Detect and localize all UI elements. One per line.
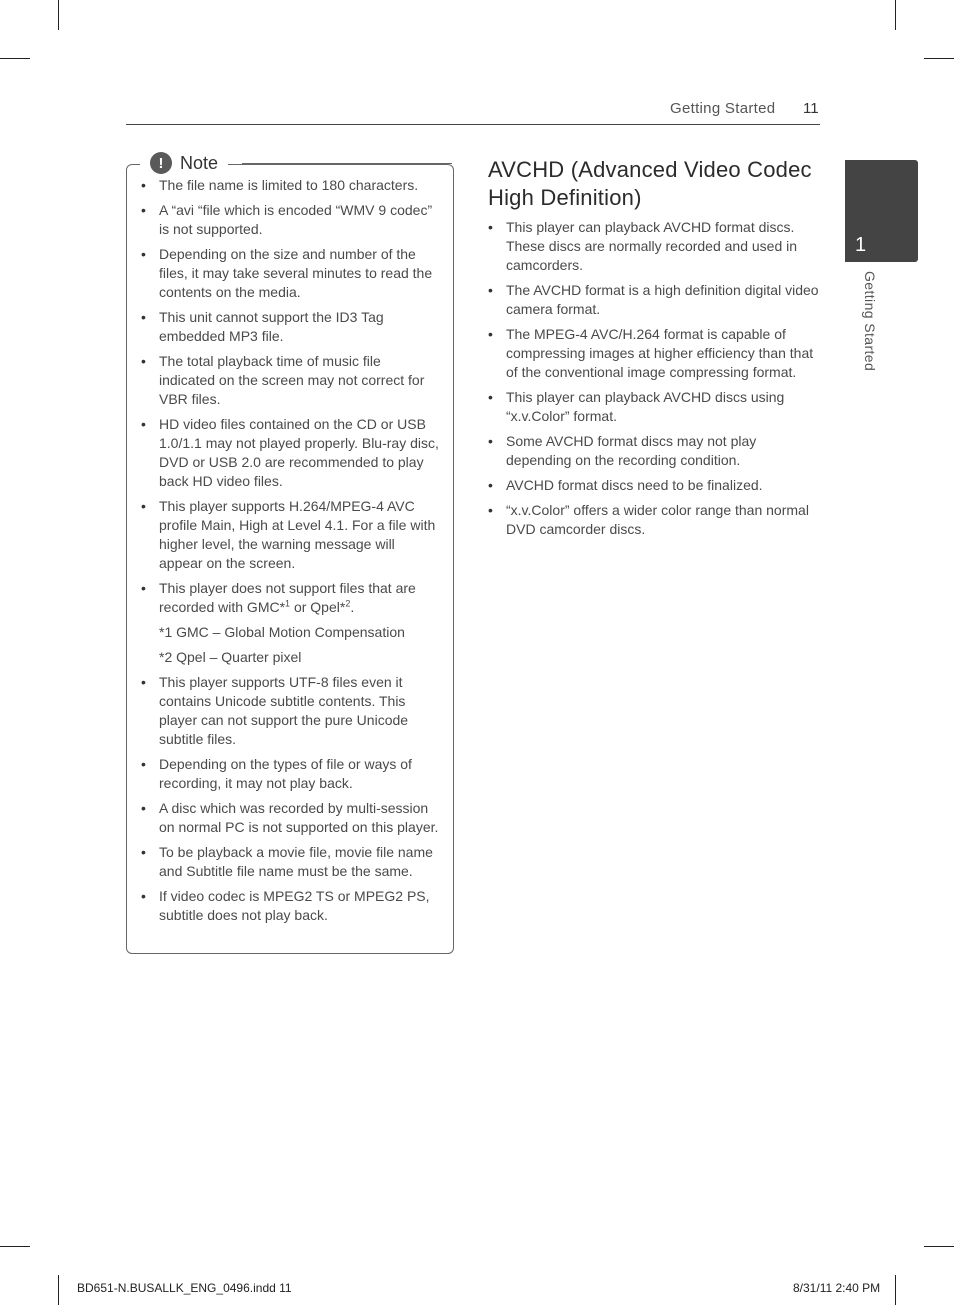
chapter-tab-number: 1 (855, 234, 867, 256)
qpel-text: or Qpel* (290, 599, 346, 615)
list-item: • This player can playback AVCHD discs using “x.v.Color” format. (487, 388, 822, 426)
list-item: • To be playback a movie file, movie file name and Subtitle file name must be the same. (140, 843, 440, 881)
footnote-ref: 1 (285, 598, 291, 609)
footnote: *1 GMC – Global Motion Compensation (159, 624, 405, 640)
exclamation-icon: ! (150, 152, 172, 174)
note-list (140, 176, 440, 931)
crop-mark (924, 58, 954, 59)
crop-mark (924, 1246, 954, 1247)
list-item: • This player supports UTF-8 files even it contains Unicode subtitle contents. This player can not support the pure Unicode subtitle files. (140, 673, 440, 749)
crop-mark (895, 0, 896, 30)
list-item: • A “avi “file which is encoded “WMV 9 codec” is not supported. (140, 201, 440, 239)
header-rule (126, 124, 820, 125)
page-number: 11 (803, 100, 819, 117)
section-title: AVCHD (Advanced Video Codec High Definition) (488, 157, 812, 210)
chapter-tab-label: Getting Started (862, 271, 878, 372)
list-item: • The total playback time of music file indicated on the screen may not correct for VBR files. (140, 352, 440, 409)
crop-mark (58, 1275, 59, 1305)
gmc-text: This player does not support files that are recorded with GMC* (159, 580, 416, 615)
list-item: • This unit cannot support the ID3 Tag embedded MP3 file. (140, 308, 440, 346)
note-rule (242, 163, 452, 164)
crop-mark (0, 58, 30, 59)
crop-mark (58, 0, 59, 30)
list-item: • “x.v.Color” offers a wider color range than normal DVD camcorder discs. (487, 501, 822, 539)
footnote-ref: 2 (345, 598, 351, 609)
list-item: • The MPEG-4 AVC/H.264 format is capable of compressing images at higher efficiency than that of the conventional image compressing format. (487, 325, 822, 382)
footer-timestamp: 8/31/11 2:40 PM (793, 1281, 881, 1295)
avchd-list (487, 218, 822, 545)
list-item: • Some AVCHD format discs may not play depending on the recording condition. (487, 432, 822, 470)
list-item: • This player can playback AVCHD format discs. These discs are normally recorded and used in camcorders. (487, 218, 822, 275)
list-item (140, 579, 440, 617)
note-title: Note (180, 152, 219, 173)
crop-mark (0, 1246, 30, 1247)
list-item: • AVCHD format discs need to be finalized. (487, 476, 822, 495)
footer-filename: BD651-N.BUSALLK_ENG_0496.indd 11 (77, 1281, 292, 1295)
list-item: • Depending on the types of file or ways of recording, it may not play back. (140, 755, 440, 793)
list-item: • HD video files contained on the CD or USB 1.0/1.1 may not played properly. Blu-ray disc, DVD or USB 2.0 are recommended to play back HD video files. (140, 415, 440, 491)
crop-mark (895, 1275, 896, 1305)
list-item: • If video codec is MPEG2 TS or MPEG2 PS, subtitle does not play back. (140, 887, 440, 925)
gmc-end: . (350, 599, 355, 615)
list-item: • The file name is limited to 180 characters. (140, 176, 440, 195)
note-header (140, 150, 228, 176)
list-item: • This player supports H.264/MPEG-4 AVC profile Main, High at Level 4.1. For a file with higher level, the warning message will appear on the screen. (140, 497, 440, 573)
running-header-section: Getting Started (670, 100, 776, 117)
footnote: *2 Qpel – Quarter pixel (159, 649, 302, 665)
list-item: • A disc which was recorded by multi-session on normal PC is not supported on this player. (140, 799, 440, 837)
list-item: • Depending on the size and number of the files, it may take several minutes to read the contents on the media. (140, 245, 440, 302)
list-item: • The AVCHD format is a high definition digital video camera format. (487, 281, 822, 319)
